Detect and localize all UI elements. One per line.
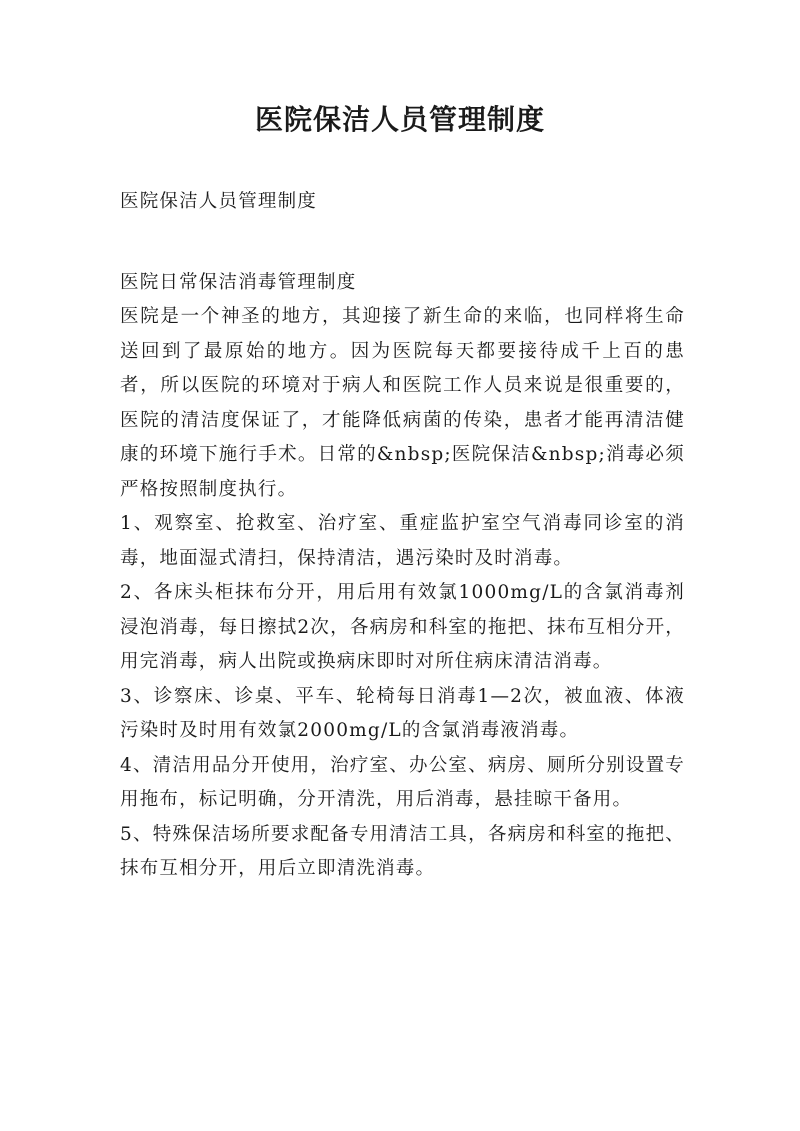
paragraph-item-2: 2、各床头柜抹布分开，用后用有效氯1000mg/L的含氯消毒剂浸泡消毒，每日擦拭2次，各病房和科室的拖把、抹布互相分开，用完消毒，病人出院或换病床即时对所住病床清洁消毒。	[120, 582, 685, 672]
document-body	[120, 185, 685, 887]
section-heading: 医院日常保洁消毒管理制度	[120, 271, 357, 293]
paragraph-item-3: 3、诊察床、诊桌、平车、轮椅每日消毒1—2次，被血液、体液污染时及时用有效氯2000mg/L的含氯消毒液消毒。	[120, 685, 685, 741]
paragraph-intro: 医院是一个神圣的地方，其迎接了新生命的来临，也同样将生命送回到了最原始的地方。因为医院每天都要接待成千上百的患者，所以医院的环境对于病人和医院工作人员来说是很重要的，医院的清洁度保证了，才能降低病菌的传染，患者才能再清洁健康的环境下施行手术。日常的&nbsp;医院保洁&nbsp;消毒必须严格按照制度执行。	[120, 306, 685, 500]
paragraph-item-4: 4、清洁用品分开使用，治疗室、办公室、病房、厕所分别设置专用拖布，标记明确，分开清洗，用后消毒，悬挂晾干备用。	[120, 754, 685, 810]
document-title: 医院保洁人员管理制度	[254, 103, 545, 136]
document-subtitle: 医院保洁人员管理制度	[120, 191, 318, 212]
paragraph-item-1: 1、观察室、抢救室、治疗室、重症监护室空气消毒同诊室的消毒，地面湿式清扫，保持清洁，遇污染时及时消毒。	[120, 513, 685, 569]
paragraph-item-5: 5、特殊保洁场所要求配备专用清洁工具，各病房和科室的拖把、抹布互相分开，用后立即清洗消毒。	[120, 823, 685, 879]
